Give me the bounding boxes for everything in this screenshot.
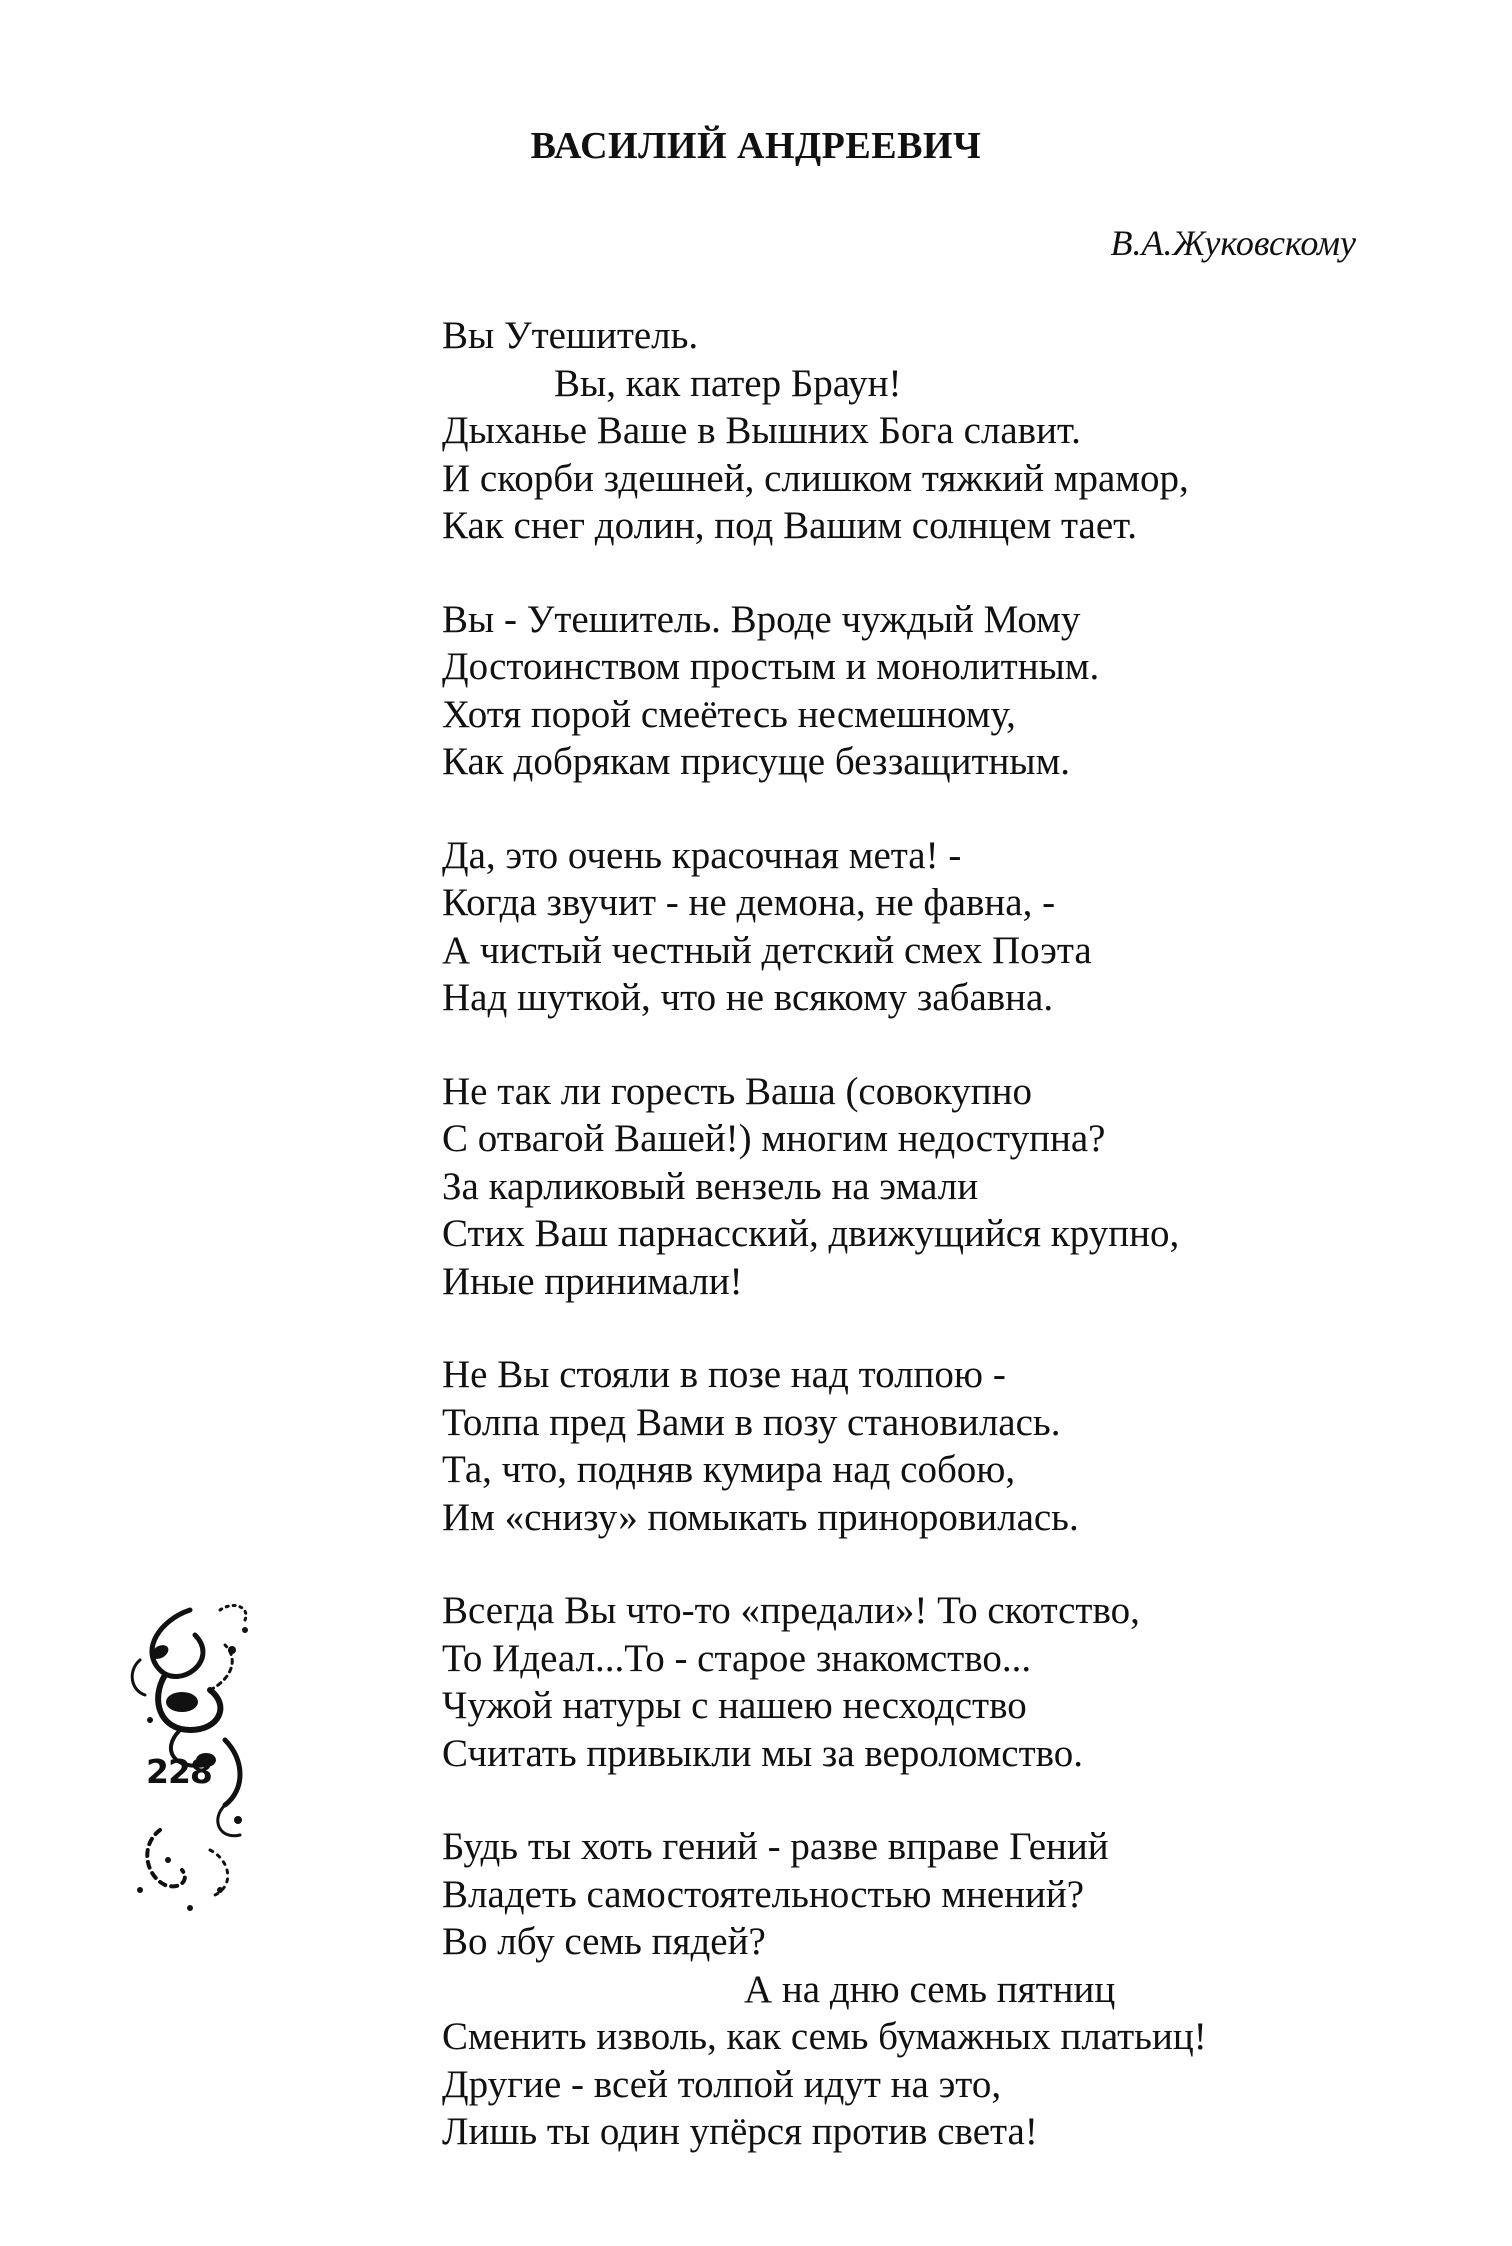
page-title: ВАСИЛИЙ АНДРЕЕВИЧ	[530, 125, 982, 167]
stanza-3	[442, 832, 1442, 1022]
poem-line: Стих Ваш парнасский, движущийся крупно,	[442, 1212, 1180, 1255]
poem-line: Та, что, подняв кумира над собою,	[442, 1448, 1016, 1491]
poem-line: Как добрякам присуще беззащитным.	[442, 740, 1071, 783]
poem-line: А чистый честный детский смех Поэта	[442, 928, 1092, 972]
poem-line: Не Вы стояли в позе над толпою -	[442, 1353, 1006, 1396]
poem-line: Хотя порой смеётесь несмешному,	[442, 692, 1016, 736]
poem-line: А на дню семь пятниц	[744, 1967, 1116, 2011]
page-number: 228	[146, 1752, 212, 1791]
poem-line: Им «снизу» помыкать приноровилась.	[442, 1495, 1079, 1539]
poem-line: Над шуткой, что не всякому забавна.	[442, 976, 1054, 1019]
dedication: В.А.Жуковскому	[1110, 223, 1356, 263]
stanza-1	[442, 312, 1442, 550]
poem-line: Вы - Утешитель. Вроде чуждый Мому	[442, 597, 1081, 641]
poem-line: То Идеал...То - старое знакомство...	[442, 1636, 1032, 1680]
poem-line: Вы, как патер Браун!	[554, 361, 902, 405]
poem-line: Владеть самостоятельностью мнений?	[442, 1872, 1085, 1916]
stanza-5	[442, 1351, 1442, 1541]
poem-line: Иные принимали!	[442, 1259, 743, 1303]
poem-line: Когда звучит - не демона, не фавна, -	[442, 881, 1056, 924]
poem-line: Лишь ты один упёрся против света!	[442, 2110, 1038, 2153]
poem-line: Во лбу семь пядей?	[442, 1920, 766, 1963]
poem-line: За карликовый вензель на эмали	[442, 1164, 979, 1208]
poem-line: Другие - всей толпой идут на это,	[442, 2062, 1002, 2106]
poem-line: Вы Утешитель.	[442, 314, 699, 357]
poem-line: И скорби здешней, слишком тяжкий мрамор,	[442, 456, 1189, 500]
stanza-6	[442, 1587, 1442, 1777]
poem-line: Всегда Вы что-то «предали»! То скотство,	[442, 1589, 1140, 1632]
poem	[442, 312, 1442, 2202]
poem-line: Достоинством простым и монолитным.	[442, 645, 1100, 688]
poem-line: Да, это очень красочная мета! -	[442, 833, 962, 877]
poem-line: Как снег долин, под Вашим солнцем тает.	[442, 504, 1138, 547]
stanza-7	[442, 1823, 1442, 2156]
poem-line: Дыханье Ваше в Вышних Бога славит.	[442, 409, 1081, 452]
poem-line: Будь ты хоть гений - разве вправе Гений	[442, 1825, 1109, 1868]
stanza-2	[442, 596, 1442, 786]
stanza-4	[442, 1068, 1442, 1306]
poem-line: Чужой натуры с нашею несходство	[442, 1684, 1027, 1727]
poem-line: Толпа пред Вами в позу становилась.	[442, 1400, 1061, 1444]
poem-line: С отвагой Вашей!) многим недоступна?	[442, 1117, 1106, 1160]
poem-line: Сменить изволь, как семь бумажных платьиц!	[442, 2015, 1207, 2058]
poem-line: Считать привыкли мы за вероломство.	[442, 1731, 1084, 1775]
poem-line: Не так ли горесть Ваша (совокупно	[442, 1069, 1033, 1113]
